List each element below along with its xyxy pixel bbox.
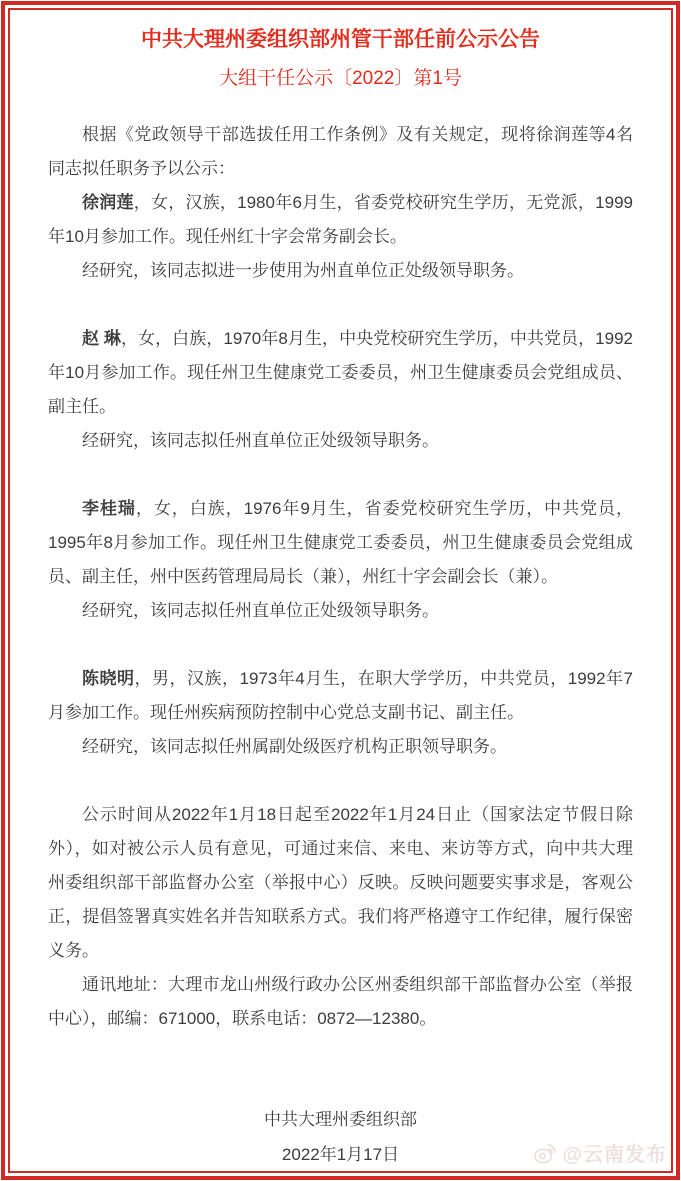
intro-paragraph: 根据《党政领导干部选拔任用工作条例》及有关规定，现将徐润莲等4名同志拟任职务予以公示： [48, 125, 633, 178]
signature-date: 2022年1月17日 [281, 1145, 400, 1164]
officer-bio-paragraph [48, 186, 633, 254]
notice-paragraph: 公示时间从2022年1月18日起至2022年1月24日止（国家法定节假日除外），如对被公示人员有意见，可通过来信、来电、来访等方式，向中共大理州委组织部干部监督办公室（举报中心）反映。反映问题要实事求是，客观公正，提倡签署真实姓名并告知联系方式。我们将严格遵守工作纪律，履行保密义务。 [48, 805, 633, 960]
officer-section [48, 662, 633, 764]
officer-name: 陈晓明 [82, 669, 135, 688]
officer-bio: ，女，白族，1976年9月生，省委党校研究生学历，中共党员，1995年8月参加工作。现任州卫生健康党工委委员，州卫生健康委员会党组成员、副主任，州中医药管理局局长（兼），州红十字会副会长（兼）。 [48, 499, 633, 586]
document-outer-border [1, 1, 680, 1180]
signature-org: 中共大理州委组织部 [264, 1110, 417, 1129]
document-number: 大组干任公示〔2022〕第1号 [219, 68, 462, 89]
officer-bio-paragraph [48, 662, 633, 730]
officer-section [48, 186, 633, 288]
officer-name: 李桂瑞 [82, 499, 136, 518]
officer-decision: 经研究，该同志拟进一步使用为州直单位正处级领导职务。 [82, 261, 524, 280]
officer-decision: 经研究，该同志拟任州属副处级医疗机构正职领导职务。 [82, 737, 507, 756]
watermark-handle: @云南发布 [562, 1144, 667, 1166]
officer-section [48, 322, 633, 458]
document-title: 中共大理州委组织部州管干部任前公示公告 [141, 28, 540, 51]
officer-name: 赵 琳 [82, 329, 121, 348]
officer-bio-paragraph [48, 322, 633, 424]
officer-decision: 经研究，该同志拟任州直单位正处级领导职务。 [82, 431, 439, 450]
officer-decision: 经研究，该同志拟任州直单位正处级领导职务。 [82, 601, 439, 620]
officer-bio: ，男，汉族，1973年4月生，在职大学学历，中共党员，1992年7月参加工作。现任州疾病预防控制中心党总支副书记、副主任。 [48, 669, 634, 722]
document-inner-border [8, 8, 673, 1173]
contact-paragraph: 通讯地址：大理市龙山州级行政办公区州委组织部干部监督办公室（举报中心），邮编：671000，联系电话：0872—12380。 [48, 975, 633, 1028]
document-body [48, 118, 633, 1172]
officer-bio: ，女，白族，1970年8月生，中央党校研究生学历，中共党员，1992年10月参加工作。现任州卫生健康党工委委员，州卫生健康委员会党组成员、副主任。 [48, 329, 633, 416]
officer-bio-paragraph [48, 492, 633, 594]
officer-section [48, 492, 633, 628]
officer-bio: ，女，汉族，1980年6月生，省委党校研究生学历，无党派，1999年10月参加工作。现任州红十字会常务副会长。 [48, 193, 634, 246]
notice-section [48, 798, 633, 1036]
signature-block [48, 1102, 633, 1172]
officer-name: 徐润莲 [82, 193, 134, 212]
